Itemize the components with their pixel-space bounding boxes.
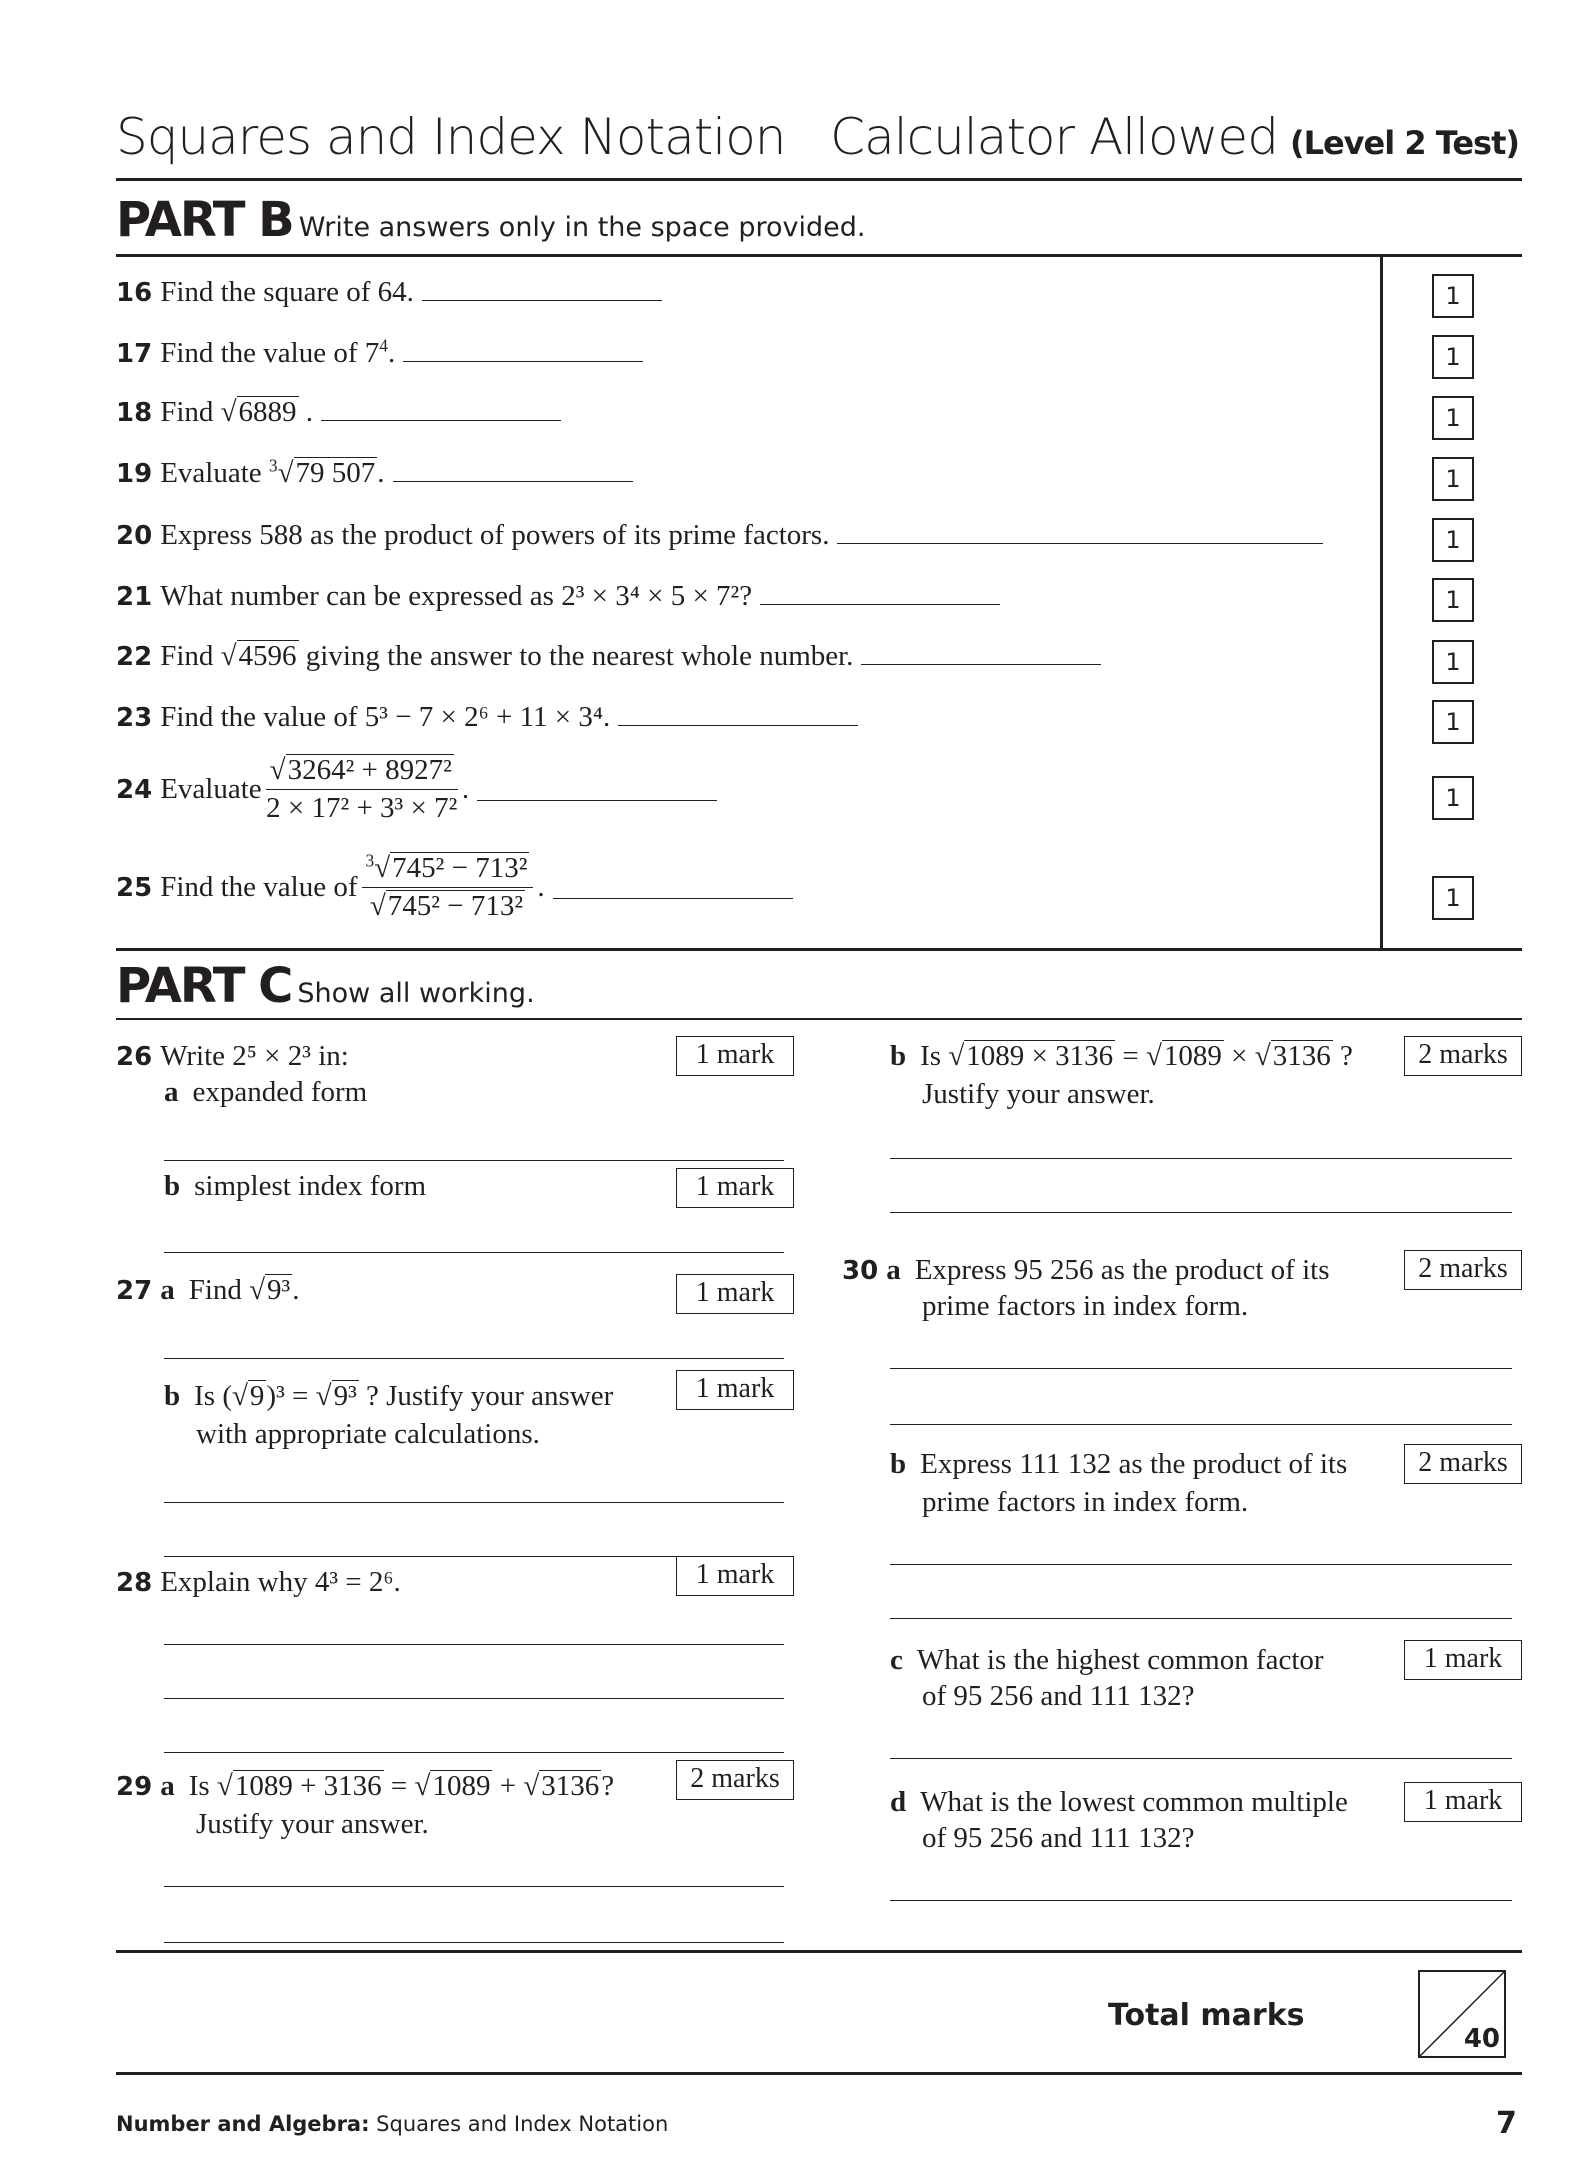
answer-line[interactable] [477,778,717,801]
part-c-heading: PART C Show all working. [116,958,535,1014]
question-30c-line2: of 95 256 and 111 132? [922,1680,1195,1712]
mark-box-23: 1 [1432,700,1474,744]
part-c-instruction: Show all working. [297,978,535,1009]
total-top-divider [116,1950,1522,1953]
mark-box-25: 1 [1432,876,1474,920]
question-29a: 29 a Is √1089 + 3136 = √1089 + √3136? [116,1770,615,1802]
working-line[interactable] [164,1886,784,1887]
question-26b: b simplest index form [164,1170,427,1202]
question-30d: d What is the lowest common multiple [890,1786,1348,1818]
working-line[interactable] [890,1618,1512,1619]
fraction: $\frac{^3√745^2 - 713^2}{\text{√745² − 713²}}$ [362,852,534,923]
question-26a: a expanded form [164,1076,368,1108]
total-bottom-divider [116,2072,1522,2075]
working-line[interactable] [890,1368,1512,1369]
marks-column-divider [1380,256,1383,950]
question-16: 16 Find the square of 64. [116,276,662,309]
answer-line[interactable] [618,703,858,726]
working-line[interactable] [164,1252,784,1253]
question-27b-line2: with appropriate calculations. [196,1418,540,1450]
total-marks-box[interactable] [1418,1970,1506,2058]
mark-box-18: 1 [1432,396,1474,440]
question-23: 23 Find the value of 5³ − 7 × 2⁶ + 11 × 3⁴. [116,701,858,734]
working-line[interactable] [890,1424,1512,1425]
part-c-divider [116,1018,1522,1020]
title-divider [116,178,1522,181]
mark-box-20: 1 [1432,518,1474,562]
working-line[interactable] [890,1158,1512,1159]
question-17: 17 Find the value of $7^4$. [116,337,643,370]
mark-label: 1 mark [676,1168,794,1208]
question-25: 25 Find the value of $\frac{^3√745^2 - 713^2}{\text{√745² − 713²}}$ . [116,852,793,923]
question-28: 28 Explain why 4³ = 2⁶. [116,1566,401,1598]
answer-line[interactable] [760,582,1000,605]
mark-label: 1 mark [676,1556,794,1596]
question-30d-line2: of 95 256 and 111 132? [922,1822,1195,1854]
question-27b: b Is (√9)³ = √9³ ? Justify your answer [164,1380,614,1412]
question-21: 21 What number can be expressed as 2³ × 3⁴ × 5 × 7²? [116,580,1000,613]
question-29b: b Is √1089 × 3136 = √1089 × √3136 ? [890,1040,1353,1072]
working-line[interactable] [164,1358,784,1359]
part-b-heading: PART B Write answers only in the space provided. [116,192,866,248]
working-line[interactable] [164,1752,784,1753]
answer-line[interactable] [422,278,662,301]
mark-label: 1 mark [676,1036,794,1076]
mark-box-19: 1 [1432,457,1474,501]
question-30a: 30 a Express 95 256 as the product of its [842,1254,1330,1286]
page-title: Squares and Index Notation Calculator Allowed (Level 2 Test) [116,108,1519,166]
mark-label: 2 marks [1404,1036,1522,1076]
part-b-divider [116,254,1522,257]
mark-label: 2 marks [676,1760,794,1800]
mark-label: 1 mark [676,1274,794,1314]
question-29b-line2: Justify your answer. [922,1078,1155,1110]
mark-box-16: 1 [1432,274,1474,318]
working-line[interactable] [164,1698,784,1699]
working-line[interactable] [164,1160,784,1161]
working-line[interactable] [164,1644,784,1645]
answer-line[interactable] [861,642,1101,665]
mark-label: 2 marks [1404,1250,1522,1290]
mark-label: 1 mark [1404,1782,1522,1822]
working-line[interactable] [890,1758,1512,1759]
total-marks-label: Total marks [1108,1998,1305,2033]
question-24: 24 Evaluate $\frac{\text{√3264² + 8927²}}{\text{2 × 17² + 3³ × 7²}}$ . [116,754,717,825]
question-30c: c What is the highest common factor [890,1644,1324,1676]
question-27a: 27 a Find √9³. [116,1274,300,1306]
part-b-end-divider [116,948,1522,951]
total-marks-value: 40 [1463,2024,1500,2054]
mark-label: 1 mark [1404,1640,1522,1680]
mark-box-22: 1 [1432,640,1474,684]
question-22: 22 Find √4596 giving the answer to the nearest whole number. [116,640,1101,673]
working-line[interactable] [164,1942,784,1943]
answer-line[interactable] [393,459,633,482]
answer-line[interactable] [403,339,643,362]
working-line[interactable] [890,1212,1512,1213]
mark-label: 2 marks [1404,1444,1522,1484]
answer-line[interactable] [553,876,793,899]
question-19: 19 Evaluate $^3$√79 507. [116,457,633,490]
question-20: 20 Express 588 as the product of powers of its prime factors. [116,519,1323,552]
answer-line[interactable] [321,398,561,421]
question-30b: b Express 111 132 as the product of its [890,1448,1348,1480]
question-18: 18 Find √6889 . [116,396,561,429]
answer-line[interactable] [837,521,1323,544]
question-26: 26 Write 2⁵ × 2³ in: [116,1040,349,1072]
level-label: (Level 2 Test) [1289,124,1519,162]
working-line[interactable] [890,1900,1512,1901]
mark-label: 1 mark [676,1370,794,1410]
question-30b-line2: prime factors in index form. [922,1486,1249,1518]
question-29a-line2: Justify your answer. [196,1808,429,1840]
working-line[interactable] [164,1502,784,1503]
mark-box-17: 1 [1432,335,1474,379]
page-number: 7 [1496,2106,1517,2141]
mark-box-21: 1 [1432,578,1474,622]
fraction: $\frac{\text{√3264² + 8927²}}{\text{2 × 17² + 3³ × 7²}}$ [266,754,458,824]
mark-box-24: 1 [1432,776,1474,820]
part-b-instruction: Write answers only in the space provided. [298,212,866,243]
question-30a-line2: prime factors in index form. [922,1290,1249,1322]
footer-text: Number and Algebra: Squares and Index Notation [116,2112,669,2136]
working-line[interactable] [890,1564,1512,1565]
